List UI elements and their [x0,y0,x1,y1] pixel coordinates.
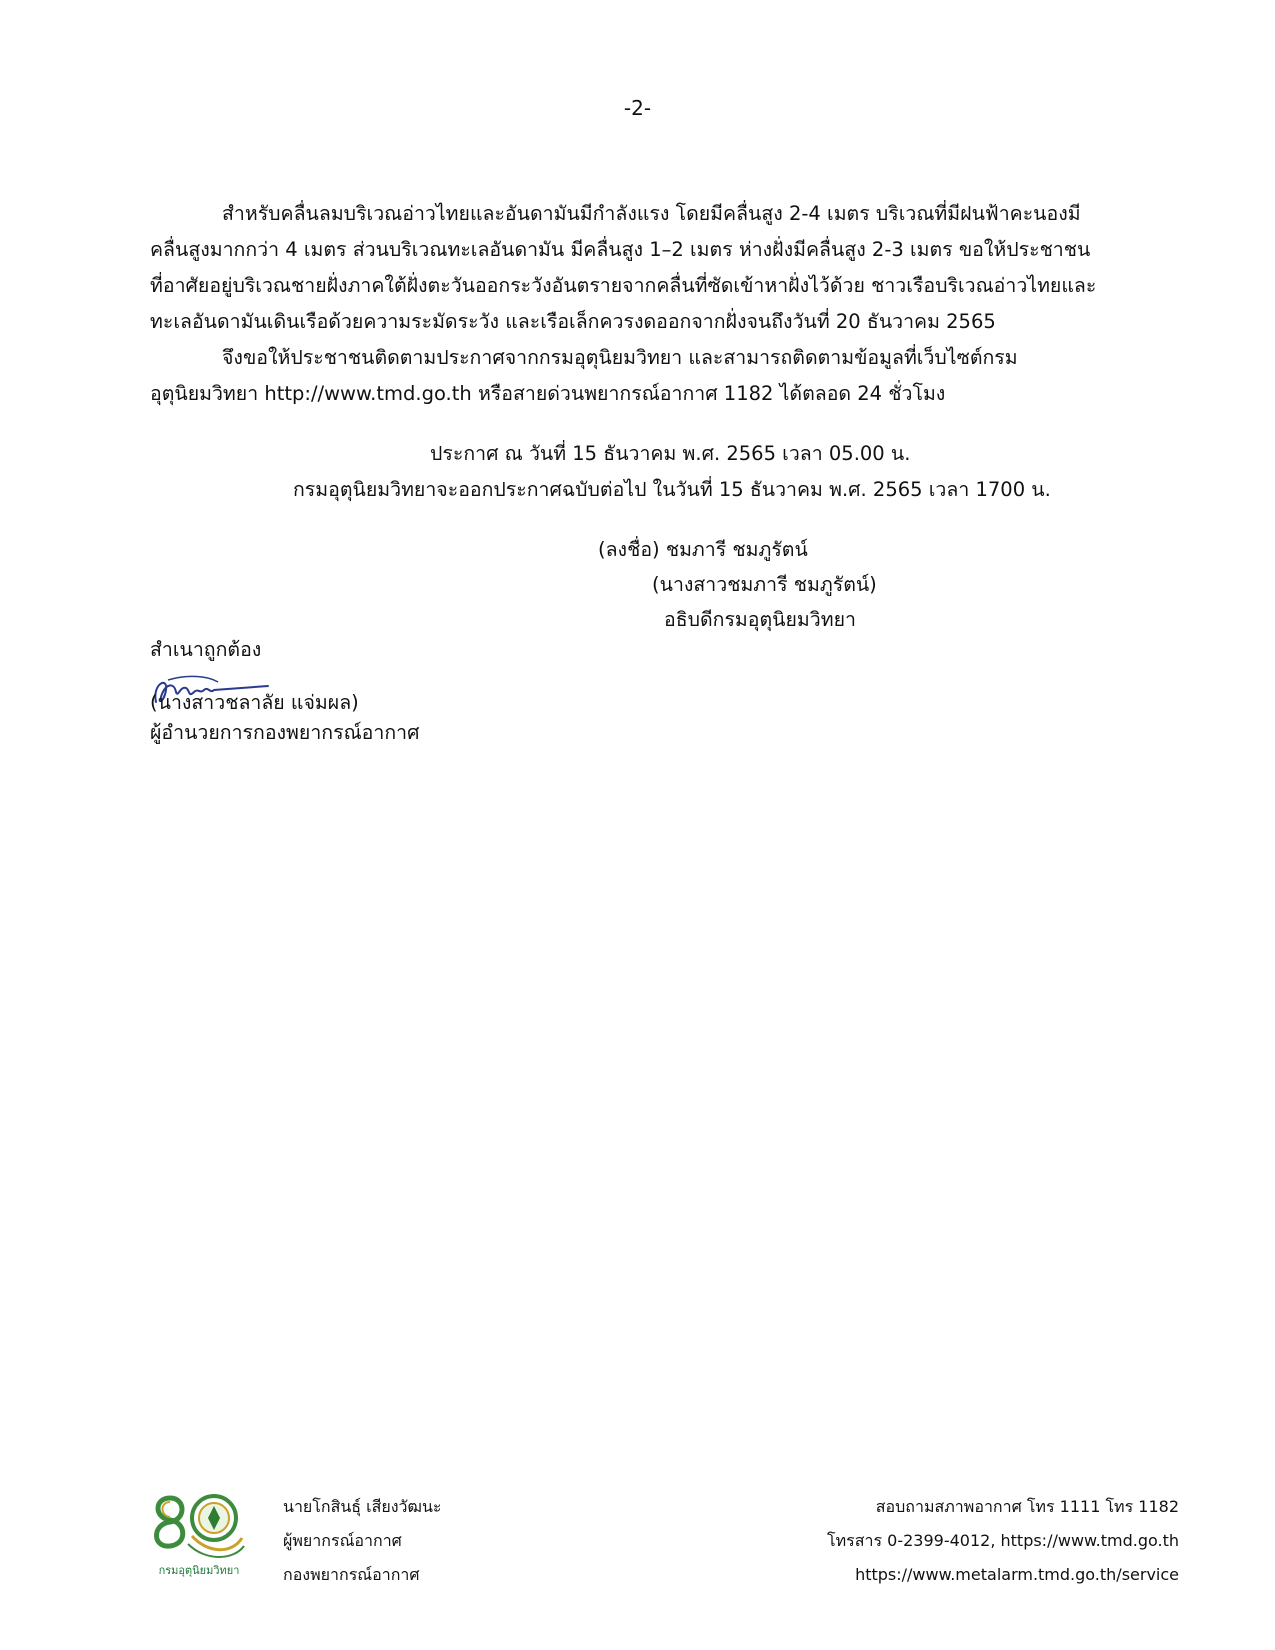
announcement-issued: ประกาศ ณ วันที่ 15 ธันวาคม พ.ศ. 2565 เวลา 05.00 น. [430,442,911,465]
signatory-position: อธิบดีกรมอุตุนิยมวิทยา [664,608,856,631]
paragraph-follow-updates [150,340,1135,412]
footer-left-line: ผู้พยากรณ์อากาศ [283,1531,402,1550]
footer-right-line: สอบถามสภาพอากาศ โทร 1111 โทร 1182 [875,1497,1179,1516]
footer-right-line: โทรสาร 0-2399-4012, https://www.tmd.go.th [827,1531,1179,1550]
footer-contact [827,1490,1179,1592]
paragraph-line: สำหรับคลื่นลมบริเวณอ่าวไทยและอันดามันมีกำลังแรง โดยมีคลื่นสูง 2-4 เมตร บริเวณที่มีฝนฟ้าคะนองมี [222,202,1081,225]
paragraph-wave-warning [150,196,1135,340]
footer-forecaster [283,1490,442,1592]
tmd-80-anniversary-logo [148,1488,250,1584]
certified-copy-label: สำเนาถูกต้อง [150,638,262,661]
footer-left-line: นายโกสินธุ์ เสียงวัฒนะ [283,1497,442,1516]
signatory-full-name: (นางสาวชมภารี ชมภูรัตน์) [652,573,877,596]
certified-copy-name: (นางสาวชลาลัย แจ่มผล) [150,691,359,714]
svg-text:กรมอุตุนิยมวิทยา: กรมอุตุนิยมวิทยา [158,1564,240,1577]
paragraph-line: จึงขอให้ประชาชนติดตามประกาศจากกรมอุตุนิยมวิทยา และสามารถติดตามข้อมูลที่เว็บไซต์กรม [222,346,1018,369]
page-number: -2- [623,96,652,120]
signatory-signed: (ลงชื่อ) ชมภารี ชมภูรัตน์ [598,538,808,561]
paragraph-line: คลื่นสูงมากกว่า 4 เมตร ส่วนบริเวณทะเลอันดามัน มีคลื่นสูง 1–2 เมตร ห่างฝั่งมีคลื่นสูง 2-3 เมตร ขอให้ประชาชน [150,238,1091,261]
paragraph-line: อุตุนิยมวิทยา http://www.tmd.go.th หรือสายด่วนพยากรณ์อากาศ 1182 ได้ตลอด 24 ชั่วโมง [150,382,946,405]
footer-right-line: https://www.metalarm.tmd.go.th/service [855,1565,1179,1584]
footer-left-line: กองพยากรณ์อากาศ [283,1565,420,1584]
certified-copy-position: ผู้อำนวยการกองพยากรณ์อากาศ [150,721,420,744]
paragraph-line: ที่อาศัยอยู่บริเวณชายฝั่งภาคใต้ฝั่งตะวันออกระวังอันตรายจากคลื่นที่ซัดเข้าหาฝั่งไว้ด้วย ชาวเรือบริเวณอ่าวไทยและ [150,274,1097,297]
paragraph-line: ทะเลอันดามันเดินเรือด้วยความระมัดระวัง และเรือเล็กควรงดออกจากฝั่งจนถึงวันที่ 20 ธันวาคม 2565 [150,310,996,333]
announcement-next: กรมอุตุนิยมวิทยาจะออกประกาศฉบับต่อไป ในวันที่ 15 ธันวาคม พ.ศ. 2565 เวลา 1700 น. [293,478,1051,501]
